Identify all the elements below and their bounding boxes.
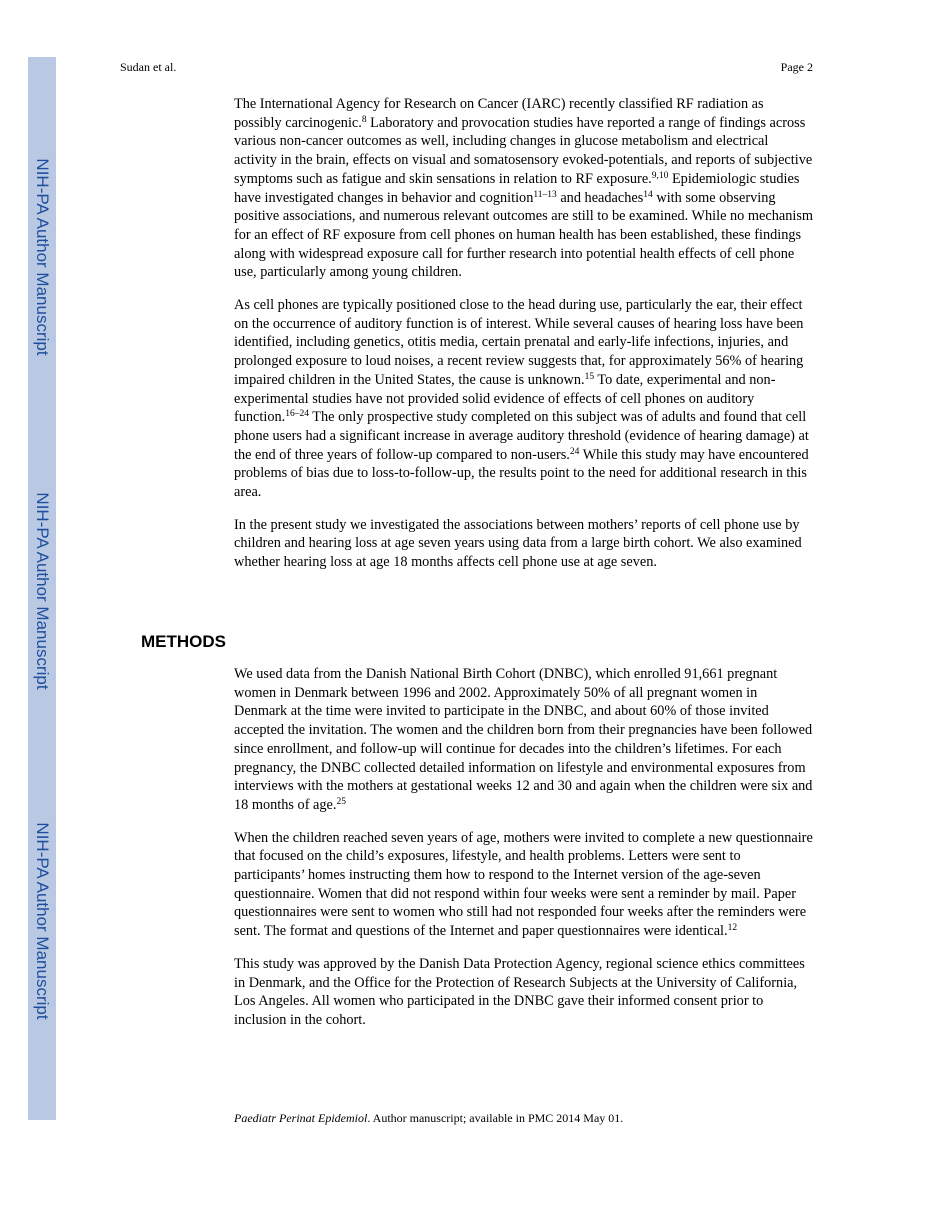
footer-note: . Author manuscript; available in PMC 2014 May 01. <box>367 1111 624 1125</box>
paragraph-text: The International Agency for Research on Cancer (IARC) recently classified RF radiation as possibly carcinogenic. <box>234 96 764 131</box>
body-paragraph <box>234 955 814 1030</box>
citation-superscript: 8 <box>361 114 367 125</box>
methods-body <box>234 665 814 1044</box>
citation-superscript: 25 <box>336 796 346 807</box>
citation-superscript: 9,10 <box>651 170 669 181</box>
paragraph-text: Epidemiologic studies have investigated changes in behavior and cognition <box>234 170 800 206</box>
citation-superscript: 15 <box>584 371 595 382</box>
paragraph-text: To date, experimental and non-experimental studies have not provided solid evidence of effects of cell phones on auditory function. <box>234 371 776 426</box>
paragraph-text: We used data from the Danish National Birth Cohort (DNBC), which enrolled 91,661 pregnant women in Denmark between 1996 and 2002. Approximately 50% of all pregnant women in Denmark at the time were invited to participate in the DNBC, and about 60% of those invited accepted the invitation. The women and the children born from their pregnancies have been followed since enrollment, and follow-up will continue for decades into the children’s lifetimes. For each pregnancy, the DNBC collected detailed information on lifestyle and environmental exposures from interviews with the mothers at gestational weeks 12 and 30 and again when the children were six and 18 months of age. <box>234 666 813 813</box>
footer-citation <box>234 1111 623 1126</box>
body-paragraph <box>234 516 814 572</box>
paragraph-text: In the present study we investigated the associations between mothers’ reports of cell phone use by children and hearing loss at age seven years using data from a large birth cohort. We also examined whether hearing loss at age 18 months affects cell phone use at age seven. <box>234 516 802 571</box>
body-paragraph <box>234 296 814 502</box>
paragraph-text: When the children reached seven years of age, mothers were invited to complete a new questionnaire that focused on the child’s exposures, lifestyle, and health problems. Letters were sent to participants’ homes instructing them how to respond to the Internet version of the age-seven questionnaire. Women that did not respond within four weeks were sent a reminder by mail. Paper questionnaires were sent to women who still had not responded four weeks after the reminders were sent. The format and questions of the Internet and paper questionnaires were identical. <box>234 829 813 940</box>
journal-name: Paediatr Perinat Epidemiol <box>234 1111 368 1125</box>
running-head-authors: Sudan et al. <box>120 60 177 74</box>
body-paragraph <box>234 665 814 815</box>
citation-superscript: 11–13 <box>533 189 557 200</box>
citation-superscript: 14 <box>643 189 653 200</box>
paragraph-text: Laboratory and provocation studies have reported a range of findings across various non-cancer outcomes as well, including changes in glucose metabolism and electrical activity in the brain, effects on visual and somatosensory evoked-potentials, and reports of subjective symptoms such as fatigue and skin sensations in relation to RF exposure. <box>234 114 813 187</box>
paragraph-text: While this study may have encountered problems of bias due to loss-to-follow-up, the results point to the need for additional research in this area. <box>234 446 809 501</box>
page-number: Page 2 <box>780 60 813 74</box>
body-paragraph <box>234 829 814 941</box>
paragraph-text: with some observing positive associations, and numerous relevant outcomes are still to be examined. While no mechanism for an effect of RF exposure from cell phones on human health has been established, these findings along with widespread exposure call for further research into potential health effects of cell phone use, particularly among young children. <box>234 189 814 281</box>
citation-superscript: 12 <box>727 923 738 934</box>
paragraph-text: This study was approved by the Danish Data Protection Agency, regional science ethics committees in Denmark, and the Office for the Protection of Research Subjects at the University of California, Los Angeles. All women who participated in the DNBC gave their informed consent prior to inclusion in the cohort. <box>234 955 805 1028</box>
paragraph-text: As cell phones are typically positioned close to the head during use, particularly the ear, their effect on the occurrence of auditory function is of interest. While several causes of hearing loss have been identified, including genetics, otitis media, certain prenatal and early-life infections, injuries, and prolonged exposure to loud noises, a recent review suggests that, for approximately 56% of hearing impaired children in the United States, the cause is unknown. <box>234 297 804 388</box>
intro-body <box>234 95 814 586</box>
paragraph-text: and headaches <box>556 189 644 206</box>
section-heading-methods: METHODS <box>141 632 226 651</box>
paragraph-text: The only prospective study completed on this subject was of adults and found that cell phone users had a significant increase in average auditory threshold (evidence of hearing damage) at the end of three years of follow-up compared to non-users. <box>234 409 809 463</box>
citation-superscript: 24 <box>569 446 580 457</box>
citation-superscript: 16–24 <box>285 409 309 420</box>
body-paragraph <box>234 95 814 282</box>
